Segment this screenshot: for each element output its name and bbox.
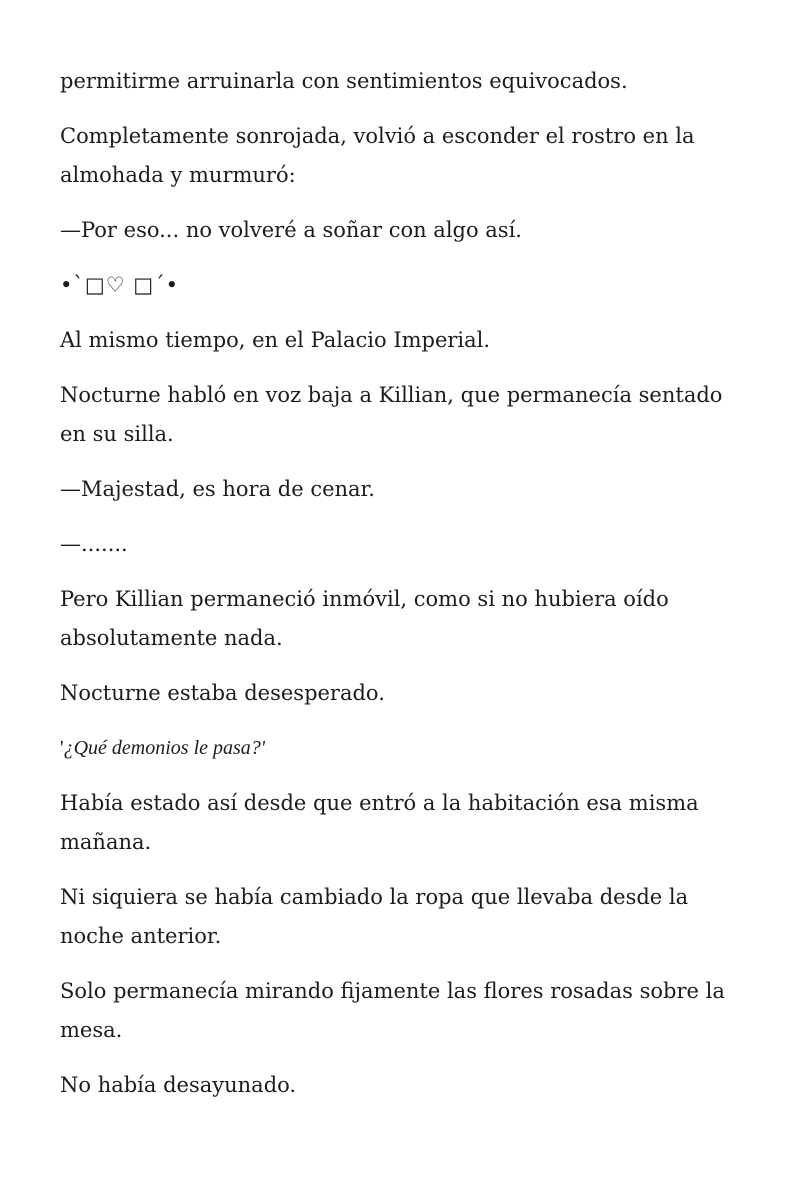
- thought-text: ¿Qué demonios le pasa?': [63, 737, 266, 759]
- paragraph-5: Al mismo tiempo, en el Palacio Imperial.: [60, 328, 491, 352]
- paragraph-12: Había estado así desde que entró a la habitación esa misma mañana.: [60, 791, 699, 854]
- paragraph-2: Completamente sonrojada, volvió a esconder el rostro en la almohada y murmuró:: [60, 124, 695, 187]
- paragraph-13: Ni siquiera se había cambiado la ropa que llevaba desde la noche anterior.: [60, 885, 689, 948]
- paragraph-9: Pero Killian permaneció inmóvil, como si no hubiera oído absolutamente nada.: [60, 587, 669, 650]
- thought-open-mark: ': [60, 737, 64, 759]
- paragraph-10: Nocturne estaba desesperado.: [60, 681, 385, 705]
- paragraph-7: —Majestad, es hora de cenar.: [60, 477, 375, 501]
- paragraph-8: —.......: [60, 532, 128, 556]
- paragraph-1: permitirme arruinarla con sentimientos equivocados.: [60, 69, 628, 93]
- paragraph-15: No había desayunado.: [60, 1073, 297, 1097]
- paragraph-14: Solo permanecía mirando fijamente las flores rosadas sobre la mesa.: [60, 979, 725, 1042]
- reading-page: [60, 62, 740, 1121]
- paragraph-6: Nocturne habló en voz baja a Killian, que permanecía sentado en su silla.: [60, 383, 723, 446]
- inner-thought: [60, 729, 740, 768]
- paragraph-3: —Por eso... no volveré a soñar con algo así.: [60, 218, 522, 242]
- scene-divider: •`□♡ □´•: [60, 273, 179, 297]
